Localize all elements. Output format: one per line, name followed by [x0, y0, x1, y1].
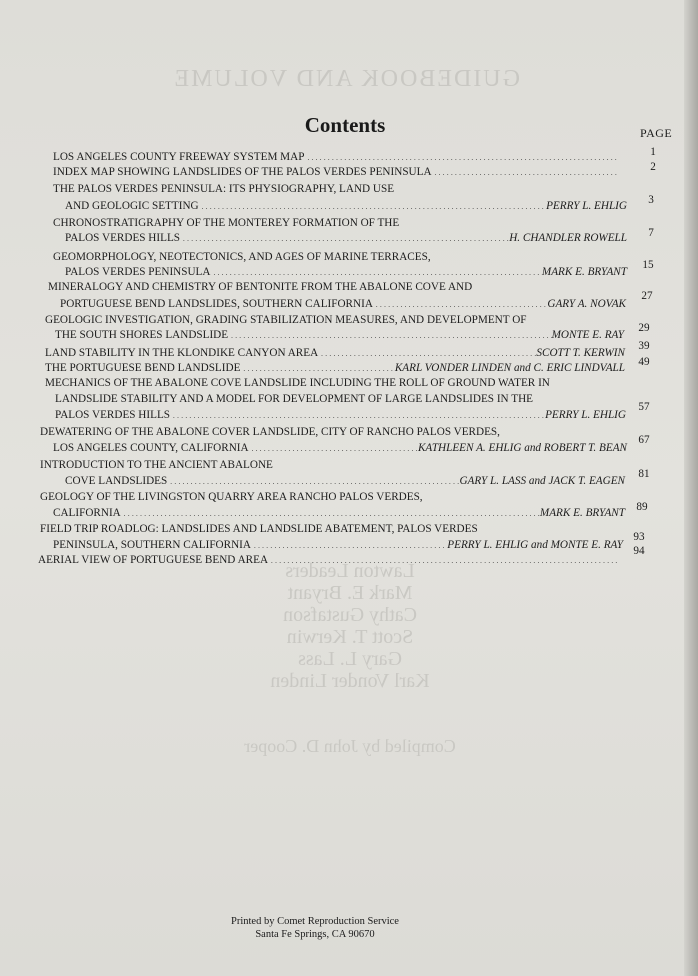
toc-entry-line: [40, 490, 423, 504]
leader-dots: [251, 538, 447, 553]
toc-entry-line: [65, 199, 627, 213]
toc-entry-title: DEWATERING OF THE ABALONE COVER LANDSLIDE, CITY OF RANCHO PALOS VERDES,: [40, 426, 500, 438]
leader-dots: [432, 165, 619, 180]
toc-entry-author: SCOTT T. KERWIN: [536, 347, 625, 359]
toc-entry-page: 7: [648, 227, 654, 239]
toc-entry-line: [45, 313, 527, 327]
toc-entry-page: 29: [638, 322, 650, 334]
toc-entry-author: PERRY L. EHLIG and MONTE E. RAY: [447, 539, 623, 551]
printer-address: Santa Fe Springs, CA 90670: [255, 929, 375, 940]
toc-entry-title: MINERALOGY AND CHEMISTRY OF BENTONITE FROM THE ABALONE COVE AND: [48, 281, 473, 293]
toc-entry-line: [55, 408, 626, 422]
toc-entry-title-cont: LOS ANGELES COUNTY, CALIFORNIA: [53, 442, 249, 454]
toc-entry-page: 94: [633, 545, 645, 557]
toc-entry-title: THE PORTUGUESE BEND LANDSLIDE: [45, 362, 241, 374]
toc-entry-author: KARL VONDER LINDEN and C. ERIC LINDVALL: [394, 362, 625, 374]
toc-entry-title-cont: PALOS VERDES HILLS: [55, 409, 171, 421]
toc-entry-line: [60, 297, 626, 311]
toc-entry-title-cont: COVE LANDSLIDES: [65, 475, 168, 487]
toc-entry-line: [48, 280, 472, 294]
toc-entry-title-cont: CALIFORNIA: [53, 507, 121, 519]
leader-dots: [249, 441, 418, 456]
toc-entry-title: CHRONOSTRATIGRAPHY OF THE MONTEREY FORMATION OF THE: [53, 217, 400, 229]
toc-entry-line: [53, 165, 619, 179]
leader-dots: [240, 361, 394, 376]
toc-entry-title-cont: PALOS VERDES HILLS: [65, 232, 181, 244]
toc-entry-title: GEOLOGIC INVESTIGATION, GRADING STABILIZATION MEASURES, AND DEVELOPMENT OF: [45, 314, 527, 326]
toc-entry-page: 93: [633, 531, 645, 543]
toc-entry-line: [53, 150, 617, 164]
printer-name: Printed by Comet Reproduction Service: [231, 916, 399, 927]
leader-dots: [373, 297, 547, 312]
toc-entry-line: [53, 250, 431, 264]
toc-entry-line: [38, 553, 618, 567]
toc-entry-title: AERIAL VIEW OF PORTUGUESE BEND AREA: [38, 554, 269, 566]
toc-entry-title: FIELD TRIP ROADLOG: LANDSLIDES AND LANDSLIDE ABATEMENT, PALOS VERDES: [40, 523, 478, 535]
toc-entry-author: MONTE E. RAY: [551, 329, 624, 341]
toc-entry-page: 2: [650, 161, 656, 173]
toc-entry-page: 3: [648, 194, 654, 206]
toc-entry-title-cont: THE SOUTH SHORES LANDSLIDE: [55, 329, 229, 341]
toc-entry-author: MARK E. BRYANT: [541, 266, 627, 278]
leader-dots: [210, 265, 541, 280]
toc-entry-title-cont: PALOS VERDES PENINSULA: [65, 266, 211, 278]
toc-entry-line: [65, 265, 627, 279]
toc-entry-line: [53, 216, 399, 230]
toc-entry-title-cont: PORTUGUESE BEND LANDSLIDES, SOUTHERN CALIFORNIA: [60, 298, 373, 310]
toc-entry-line: [53, 441, 627, 455]
leader-dots: [121, 506, 540, 521]
printer-imprint: [0, 915, 630, 941]
bleed-through-text: Lawton Leaders Mark E. Bryant Cathy Gustafson Scott T. Kerwin Gary L. Lass Karl Vonder Linden: [270, 560, 430, 692]
toc-entry-author: PERRY L. EHLIG: [545, 409, 626, 421]
leader-dots: [318, 346, 536, 361]
toc-entry-line: [53, 538, 623, 552]
toc-entry-author: PERRY L. EHLIG: [546, 200, 627, 212]
toc-entry-author: H. CHANDLER ROWELL: [509, 232, 627, 244]
toc-entry-title: MECHANICS OF THE ABALONE COVE LANDSLIDE INCLUDING THE ROLL OF GROUND WATER IN: [45, 377, 550, 389]
toc-entry-line: [40, 522, 478, 536]
bleed-through-text: GUIDEBOOK AND VOLUME: [172, 66, 520, 92]
toc-entry-author: MARK E. BRYANT: [539, 507, 625, 519]
leader-dots: [268, 553, 618, 568]
toc-entry-title: INDEX MAP SHOWING LANDSLIDES OF THE PALOS VERDES PENINSULA: [53, 166, 432, 178]
toc-entry-title-cont: AND GEOLOGIC SETTING: [65, 200, 199, 212]
leader-dots: [228, 328, 551, 343]
toc-entry-title: GEOLOGY OF THE LIVINGSTON QUARRY AREA RANCHO PALOS VERDES,: [40, 491, 423, 503]
toc-entry-page: 67: [638, 434, 650, 446]
toc-entry-page: 49: [638, 356, 650, 368]
toc-entry-line: [55, 328, 624, 342]
bleed-through-text: Compiled by John D. Cooper: [244, 736, 456, 756]
leader-dots: [199, 199, 546, 214]
toc-entry-line: [45, 361, 625, 375]
toc-entry-title: THE PALOS VERDES PENINSULA: ITS PHYSIOGRAPHY, LAND USE: [53, 183, 395, 195]
toc-entry-line: [65, 474, 625, 488]
leader-dots: [167, 474, 459, 489]
toc-entry-title-cont: PENINSULA, SOUTHERN CALIFORNIA: [53, 539, 251, 551]
toc-entry-title-cont: LANDSLIDE STABILITY AND A MODEL FOR DEVELOPMENT OF LARGE LANDSLIDES IN THE: [55, 393, 533, 405]
page-title: Contents: [304, 113, 386, 137]
page-column-header: PAGE: [640, 126, 673, 140]
toc-entry-line: [40, 458, 273, 472]
toc-entry-page: 27: [641, 290, 653, 302]
toc-entry-page: 1: [650, 146, 656, 158]
leader-dots: [170, 408, 545, 423]
toc-entry-line: [65, 231, 627, 245]
toc-entry-page: 89: [636, 501, 648, 513]
toc-entry-line: [40, 425, 500, 439]
toc-entry-page: 81: [638, 468, 650, 480]
toc-entry-line: [45, 346, 625, 360]
toc-entry-line: [45, 376, 550, 390]
toc-entry-title: GEOMORPHOLOGY, NEOTECTONICS, AND AGES OF MARINE TERRACES,: [53, 251, 431, 263]
toc-entry-author: GARY A. NOVAK: [547, 298, 626, 310]
toc-entry-author: KATHLEEN A. EHLIG and ROBERT T. BEAN: [417, 442, 627, 454]
toc-entry-title: LAND STABILITY IN THE KLONDIKE CANYON AREA: [45, 347, 319, 359]
toc-entry-line: [53, 182, 394, 196]
toc-entry-page: 39: [638, 340, 650, 352]
leader-dots: [180, 231, 509, 246]
toc-entry-title: INTRODUCTION TO THE ANCIENT ABALONE: [40, 459, 273, 471]
toc-entry-line: [55, 392, 533, 406]
leader-dots: [304, 150, 617, 165]
toc-entry-title: LOS ANGELES COUNTY FREEWAY SYSTEM MAP: [53, 151, 305, 163]
toc-entry-line: [53, 506, 625, 520]
toc-entry-author: GARY L. LASS and JACK T. EAGEN: [459, 475, 625, 487]
toc-entry-page: 15: [642, 259, 654, 271]
toc-entry-page: 57: [638, 401, 650, 413]
